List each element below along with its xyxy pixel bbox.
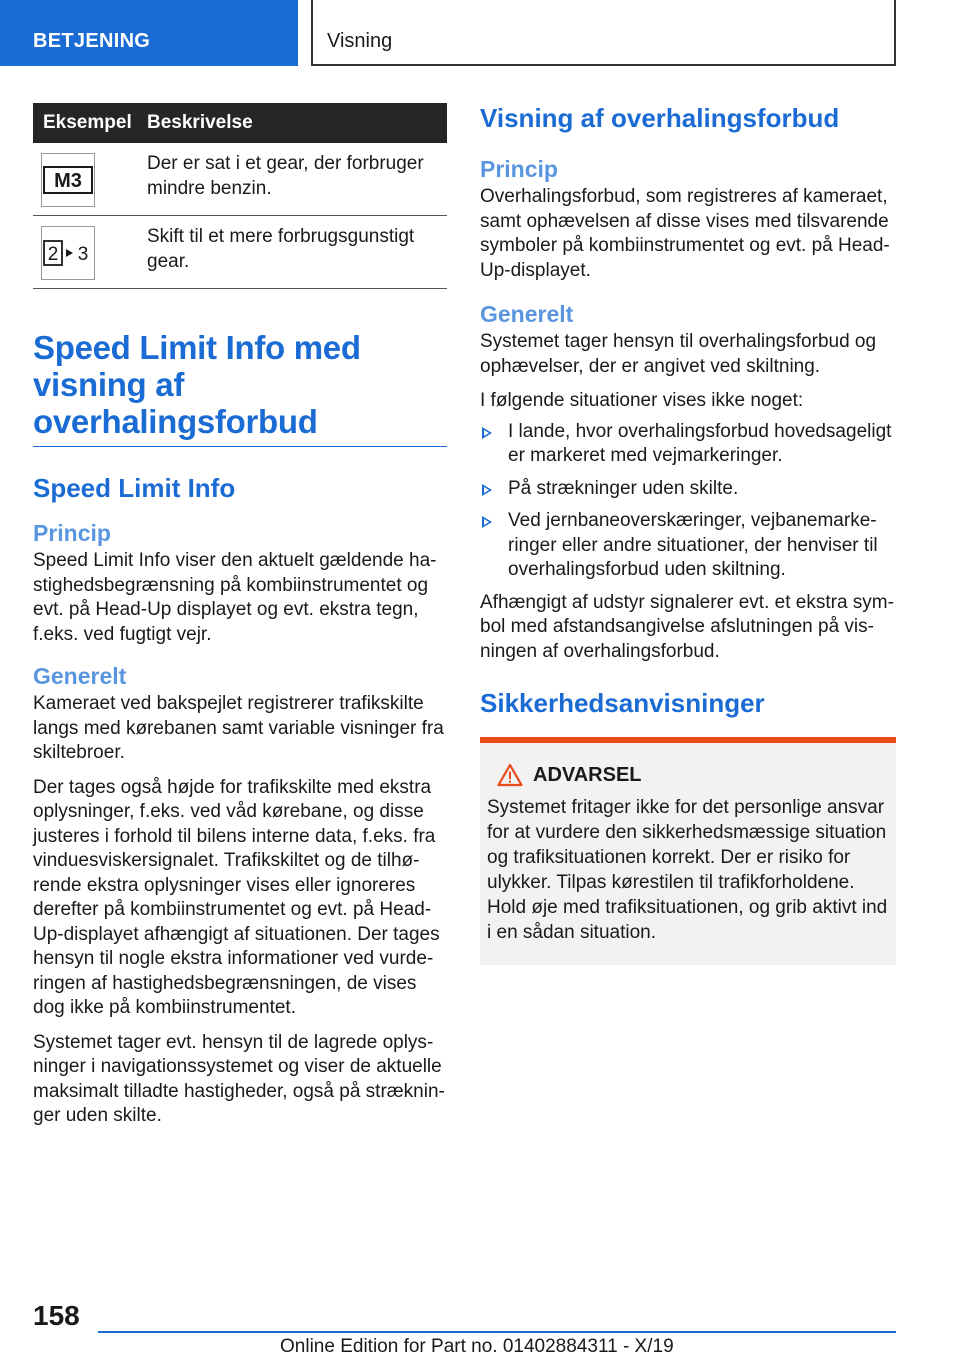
subheading-generelt: Generelt <box>33 663 127 689</box>
bullet-list <box>480 420 896 583</box>
paragraph-princip: Speed Limit Info viser den aktuelt gældende hastighedsbegrænsning på kombiinstrumentet og evt. på Head-Up displayet og evt. ekstra tegn, f.eks. ved fugtigt vejr. <box>33 550 437 645</box>
section-title: BETJENING <box>33 30 151 52</box>
footer-divider <box>98 1331 896 1333</box>
right-column <box>480 103 896 965</box>
triangle-bullet-icon <box>482 427 492 439</box>
table-header-description: Beskrivelse <box>143 103 447 143</box>
warning-title: ADVARSEL <box>533 763 642 786</box>
section-tab <box>0 0 298 66</box>
subheading-princip: Princip <box>480 156 558 182</box>
paragraph-generelt-2: I følgende situationer vises ikke noget: <box>480 390 804 411</box>
footer-edition: Online Edition for Part no. 01402884311 - X/19 <box>280 1336 674 1357</box>
paragraph-generelt-3: Systemet tager evt. hensyn til de lagrede oplysninger i navigationssystemet og viser de aktuelle maksimalt tilladte hastigheder, også på strækninger uden skilte. <box>33 1031 445 1126</box>
table-header-row <box>33 103 447 143</box>
gear-m3-icon <box>41 153 95 207</box>
page-number: 158 <box>33 1300 80 1331</box>
section-heading-safety: Sikkerhedsanvisninger <box>480 688 765 718</box>
triangle-bullet-icon <box>482 516 492 528</box>
triangle-bullet-icon <box>482 484 492 496</box>
list-item: Ved jernbaneoverskæringer, vejbanemarkeringer eller andre situationer, der henviser til overhalingsforbud uden skiltning. <box>480 509 896 583</box>
shift-2-to-3-icon <box>41 226 95 280</box>
section-heading-overhalingsforbud: Visning af overhalingsforbud <box>480 103 840 133</box>
example-table <box>33 103 447 289</box>
table-header-example: Eksempel <box>33 103 143 143</box>
topic-title: Visning <box>327 30 393 52</box>
paragraph-generelt-3: Afhængigt af udstyr signalerer evt. et ekstra symbol med afstandsangivelse afslutningen på visningen af overhalingsforbud. <box>480 591 894 662</box>
left-column <box>33 103 447 1129</box>
warning-text: Systemet fritager ikke for det personlige ansvar for at vurdere den sikkerhedsmæssige situation og trafiksituationen korrekt. Der er risiko for ulykker. Tilpas kørestilen til trafikforholdene. Hold øje med trafiksituationen, og grib aktivt ind i en sådan situation. <box>487 797 888 943</box>
subheading-generelt: Generelt <box>480 301 574 327</box>
paragraph-generelt-1: Kameraet ved bakspejlet registrerer trafikskilte langs med kørebanen samt variable visninger fra skiltebroer. <box>33 693 444 763</box>
svg-text:2: 2 <box>47 244 59 265</box>
table-row <box>33 143 447 216</box>
section-heading-speed-limit-info: Speed Limit Info <box>33 473 236 503</box>
topic-tab <box>311 0 896 66</box>
table-cell-description: Skift til et mere forbrugsgunstigt gear. <box>143 216 447 289</box>
warning-box <box>480 737 896 965</box>
chapter-heading: Speed Limit Info med visning af overhalingsforbud <box>33 329 447 447</box>
warning-triangle-icon <box>497 763 523 787</box>
svg-text:M3: M3 <box>54 170 82 192</box>
paragraph-generelt-2: Der tages også højde for trafikskilte med ekstra oplysninger, f.eks. ved våd kørebane, og disse justeres i forhold til bilens interne data, f.eks. fra vinduesviskersignalet. Trafikskiltet og de tilhørende ekstra oplysninger vises eller ignoreres derefter på kombiinstrumentet og evt. på Head-Up-displayet afhængigt af situationen. Der tages hensyn til nogle ekstra informationer ved vurderingen af hastighedsbegrænsningen, de vises dog ikke på kombiinstrumentet. <box>33 776 440 1018</box>
paragraph-princip: Overhalingsforbud, som registreres af kameraet, samt ophævelsen af disse vises med tilsvarende symboler på kombiinstrumentet og evt. på Head-Up-displayet. <box>480 186 890 281</box>
paragraph-generelt-1: Systemet tager hensyn til overhalingsforbud og ophævelser, der er angivet ved skiltning. <box>480 331 877 377</box>
list-item: På strækninger uden skilte. <box>480 477 896 502</box>
subheading-princip: Princip <box>33 520 111 546</box>
svg-text:3: 3 <box>77 244 89 265</box>
list-item: I lande, hvor overhalingsforbud hovedsageligt er markeret med vejmarkeringer. <box>480 420 896 469</box>
table-row <box>33 216 447 289</box>
table-cell-description: Der er sat i et gear, der forbruger mindre benzin. <box>143 143 447 216</box>
